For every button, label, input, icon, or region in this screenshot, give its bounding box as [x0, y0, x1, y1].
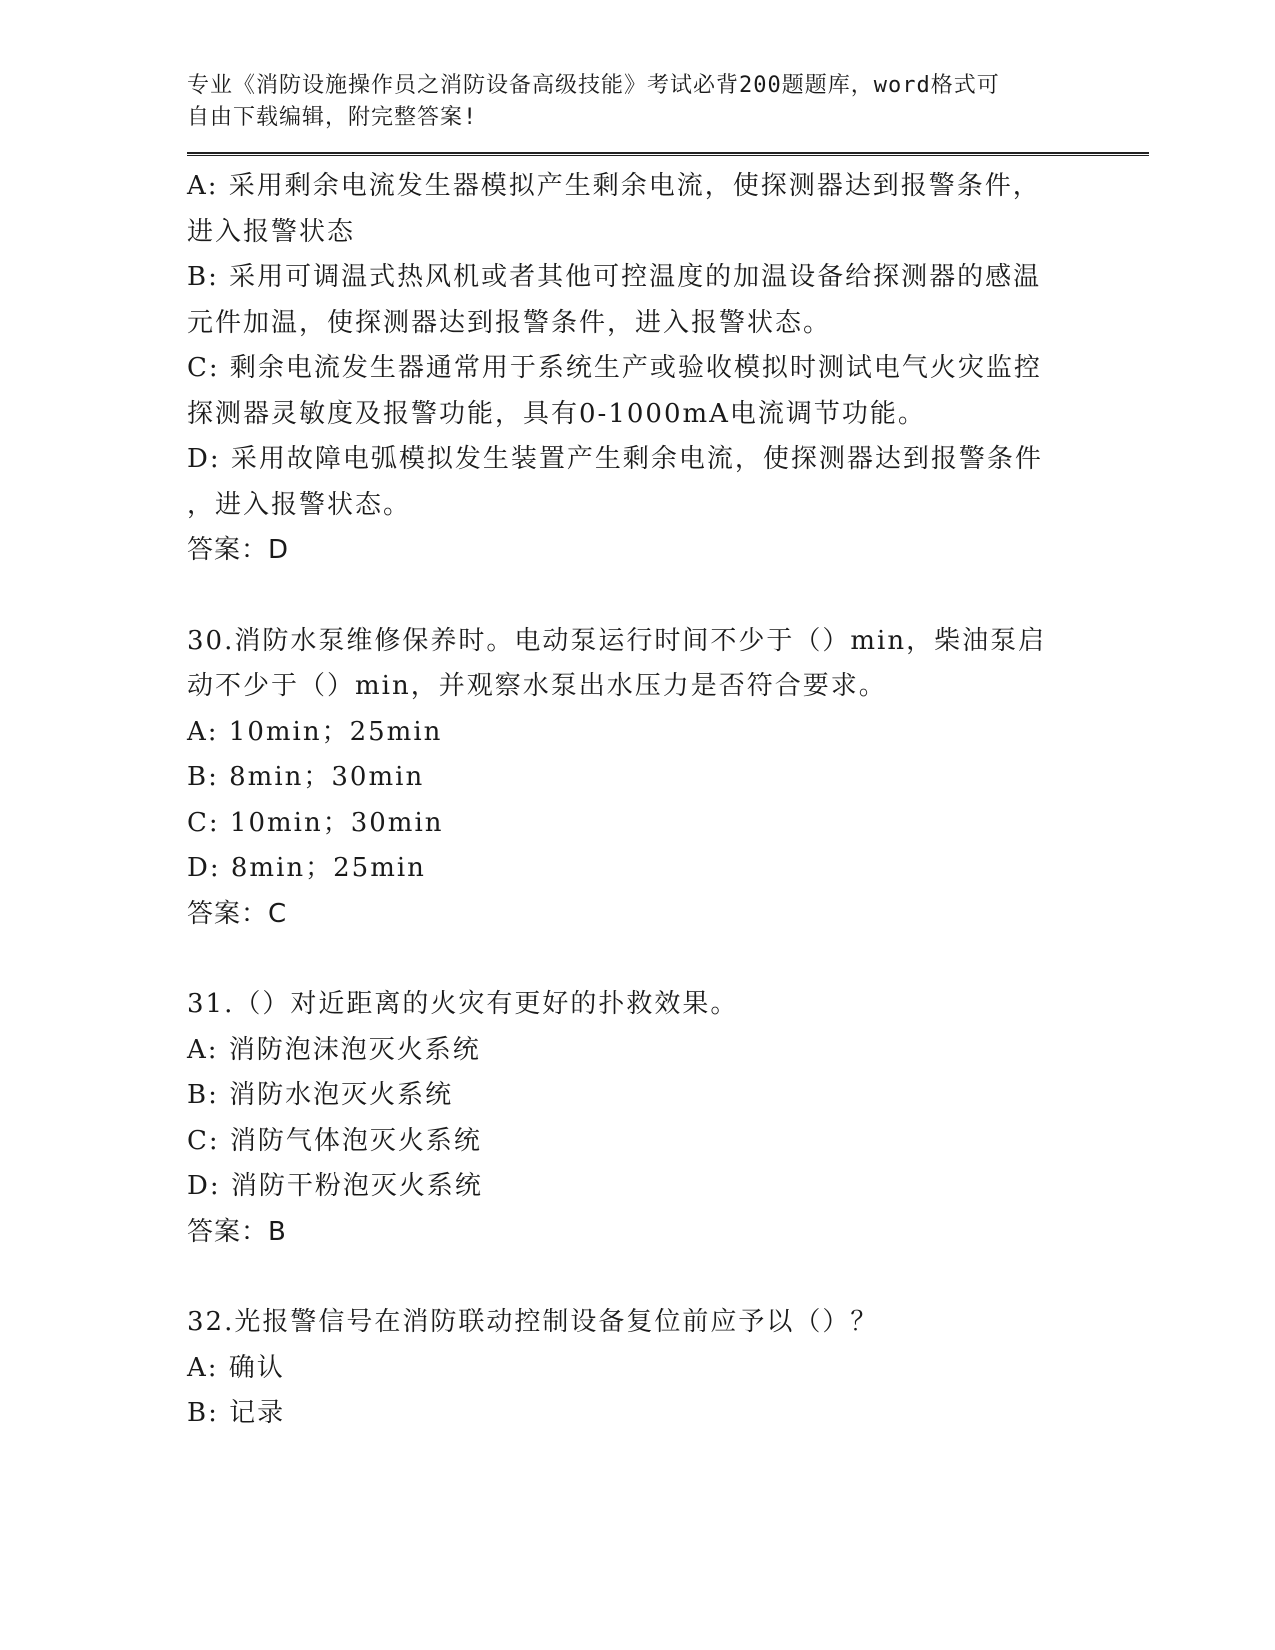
- question-32: [187, 1300, 1077, 1437]
- option-b: B: 消防水泡灭火系统: [187, 1080, 454, 1110]
- answer: 答案：C: [187, 898, 288, 929]
- document-page: [187, 70, 1147, 1437]
- question-31: [187, 982, 1077, 1255]
- option-d-line-2: ，进入报警状态。: [187, 489, 412, 520]
- option-a: A: 确认: [187, 1352, 285, 1383]
- option-c: C: 消防气体泡灭火系统: [187, 1125, 482, 1156]
- option-d: D: 消防干粉泡灭火系统: [187, 1171, 483, 1201]
- option-c: C: 10min；30min: [187, 807, 444, 838]
- option-b-line-2: 元件加温，使探测器达到报警条件，进入报警状态。: [187, 307, 832, 338]
- option-a-line-2: 进入报警状态: [187, 216, 356, 247]
- document-header: [187, 70, 1067, 134]
- question-stem-line-1: 30.消防水泵维修保养时。电动泵运行时间不少于（）min，柴油泵启: [187, 625, 1047, 656]
- option-d: D: 8min；25min: [187, 853, 426, 883]
- option-b-line-1: B: 采用可调温式热风机或者其他可控温度的加温设备给探测器的感温: [187, 262, 1042, 292]
- option-d-line-1: D: 采用故障电弧模拟发生装置产生剩余电流，使探测器达到报警条件: [187, 444, 1043, 474]
- question-stem: 32.光报警信号在消防联动控制设备复位前应予以（）？: [187, 1307, 879, 1337]
- question-stem: 31.（）对近距离的火灾有更好的扑救效果。: [187, 989, 739, 1019]
- header-line-1: 专业《消防设施操作员之消防设备高级技能》考试必背200题题库，word格式可: [187, 73, 1000, 98]
- option-a: A: 消防泡沫泡灭火系统: [187, 1034, 481, 1065]
- option-b: B: 记录: [187, 1398, 286, 1428]
- question-30: [187, 619, 1077, 938]
- option-a-line-1: A: 采用剩余电流发生器模拟产生剩余电流，使探测器达到报警条件，: [187, 171, 1041, 201]
- answer: 答案：B: [187, 1216, 287, 1247]
- question-block-continued: [187, 164, 1077, 574]
- option-c-line-1: C: 剩余电流发生器通常用于系统生产或验收模拟时测试电气火灾监控: [187, 353, 1042, 383]
- document-body: [187, 164, 1077, 1437]
- header-line-2: 自由下载编辑，附完整答案!: [187, 105, 478, 130]
- answer: 答案：D: [187, 535, 290, 565]
- option-b: B: 8min；30min: [187, 762, 425, 792]
- question-stem-line-2: 动不少于（）min，并观察水泵出水压力是否符合要求。: [187, 671, 887, 701]
- option-a: A: 10min；25min: [187, 716, 443, 747]
- option-c-line-2: 探测器灵敏度及报警功能，具有0-1000mA电流调节功能。: [187, 398, 926, 429]
- header-divider: [187, 152, 1149, 156]
